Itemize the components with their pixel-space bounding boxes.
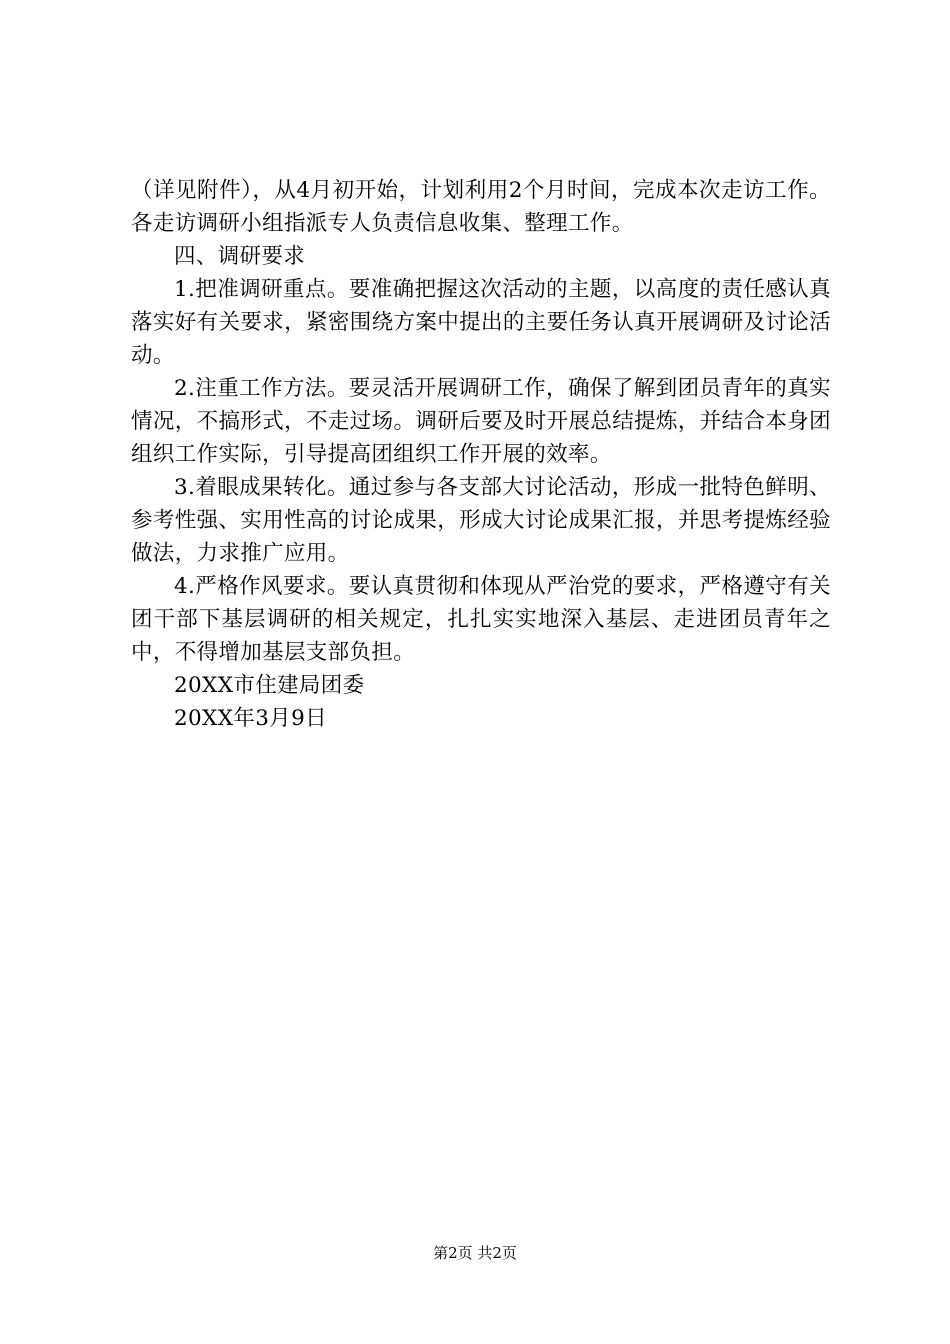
page-footer	[0, 1243, 950, 1263]
paragraph-attachment-schedule: （详见附件），从4月初开始，计划利用2个月时间，完成本次走访工作。各走访调研小组指派专人负责信息收集、整理工作。	[131, 178, 831, 236]
page-number: 第2页	[433, 1244, 473, 1262]
signature-date: 20XX年3月9日	[174, 706, 327, 731]
document-body	[131, 174, 831, 735]
paragraph-requirement-4: 4.严格作风要求。要认真贯彻和体现从严治党的要求，严格遵守有关团干部下基层调研的相关规定，扎扎实实地深入基层、走进团员青年之中，不得增加基层支部负担。	[131, 574, 831, 665]
signature-organization: 20XX市住建局团委	[174, 673, 365, 698]
paragraph-requirement-3: 3.着眼成果转化。通过参与各支部大讨论活动，形成一批特色鲜明、参考性强、实用性高的讨论成果，形成大讨论成果汇报，并思考提炼经验做法，力求推广应用。	[131, 475, 831, 566]
page-total: 共2页	[477, 1244, 517, 1262]
paragraph-requirement-1: 1.把准调研重点。要准确把握这次活动的主题，以高度的责任感认真落实好有关要求，紧密围绕方案中提出的主要任务认真开展调研及讨论活动。	[131, 277, 831, 368]
paragraph-requirement-2: 2.注重工作方法。要灵活开展调研工作，确保了解到团员青年的真实情况，不搞形式，不走过场。调研后要及时开展总结提炼，并结合本身团组织工作实际，引导提高团组织工作开展的效率。	[131, 376, 831, 467]
section-heading-research-requirements: 四、调研要求	[174, 244, 306, 269]
